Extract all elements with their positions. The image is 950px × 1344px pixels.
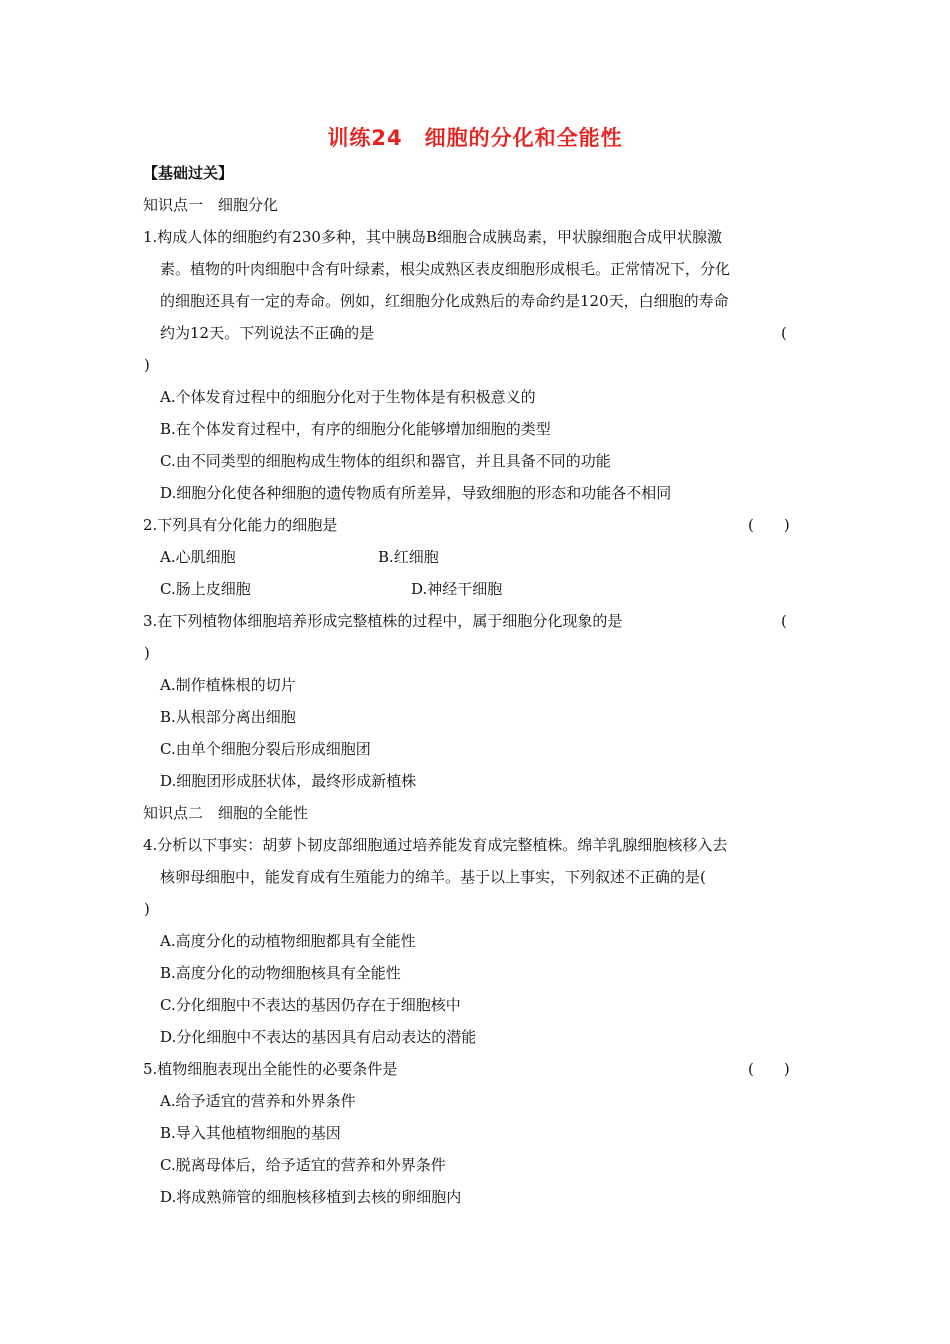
q2-option-a: A.心肌细胞 [160,548,236,566]
q1-answer-paren-close: ) [144,356,150,374]
q3-option-d: D.细胞团形成胚状体，最终形成新植株 [160,772,417,790]
q4-option-d: D.分化细胞中不表达的基因具有启动表达的潜能 [160,1028,477,1046]
q4-stem-line-2: 核卵母细胞中，能发育成有生殖能力的绵羊。基于以上事实，下列叙述不正确的是( [160,868,706,886]
page-title: 训练24 细胞的分化和全能性 [327,126,623,150]
q1-stem-line-2: 素。植物的叶肉细胞中含有叶绿素，根尖成熟区表皮细胞形成根毛。正常情况下，分化 [160,260,731,278]
q1-stem-line-3: 的细胞还具有一定的寿命。例如，红细胞分化成熟后的寿命约是120天，白细胞的寿命 [160,292,729,310]
q2-option-c: C.肠上皮细胞 [160,580,251,598]
q5-option-d: D.将成熟筛管的细胞核移植到去核的卵细胞内 [160,1188,462,1206]
q1-option-c: C.由不同类型的细胞构成生物体的组织和器官，并且具备不同的功能 [160,452,611,470]
q1-answer-paren-open: ( [781,324,787,342]
q4-option-b: B.高度分化的动物细胞核具有全能性 [160,964,401,982]
q1-option-b: B.在个体发育过程中，有序的细胞分化能够增加细胞的类型 [160,420,551,438]
q1-stem-line-1: 1.构成人体的细胞约有230多种，其中胰岛B细胞合成胰岛素，甲状腺细胞合成甲状腺激 [143,228,722,246]
q5-stem: 5.植物细胞表现出全能性的必要条件是 [143,1060,398,1078]
q3-option-b: B.从根部分离出细胞 [160,708,296,726]
q2-stem: 2.下列具有分化能力的细胞是 [143,516,338,534]
q2-answer-paren: ( ) [748,516,790,534]
q3-answer-paren-close: ) [144,644,150,662]
section-heading: 【基础过关】 [143,164,234,182]
q5-option-c: C.脱离母体后，给予适宜的营养和外界条件 [160,1156,446,1174]
knowledge-point-2: 知识点二 细胞的全能性 [143,804,309,822]
q5-option-b: B.导入其他植物细胞的基因 [160,1124,341,1142]
q2-option-b: B.红细胞 [378,548,439,566]
q4-option-a: A.高度分化的动植物细胞都具有全能性 [160,932,416,950]
q1-option-a: A.个体发育过程中的细胞分化对于生物体是有积极意义的 [160,388,536,406]
q3-option-c: C.由单个细胞分裂后形成细胞团 [160,740,371,758]
q4-answer-paren-close: ) [144,900,150,918]
q3-stem: 3.在下列植物体细胞培养形成完整植株的过程中，属于细胞分化现象的是 [143,612,623,630]
knowledge-point-1: 知识点一 细胞分化 [143,196,279,214]
q4-option-c: C.分化细胞中不表达的基因仍存在于细胞核中 [160,996,461,1014]
q1-option-d: D.细胞分化使各种细胞的遗传物质有所差异，导致细胞的形态和功能各不相同 [160,484,672,502]
q1-stem-line-4: 约为12天。下列说法不正确的是 [160,324,375,342]
q3-answer-paren-open: ( [781,612,787,630]
q3-option-a: A.制作植株根的切片 [160,676,296,694]
q5-option-a: A.给予适宜的营养和外界条件 [160,1092,356,1110]
q5-answer-paren: ( ) [748,1060,790,1078]
q2-option-d: D.神经干细胞 [411,580,503,598]
q4-stem-line-1: 4.分析以下事实：胡萝卜韧皮部细胞通过培养能发育成完整植株。绵羊乳腺细胞核移入去 [143,836,728,854]
